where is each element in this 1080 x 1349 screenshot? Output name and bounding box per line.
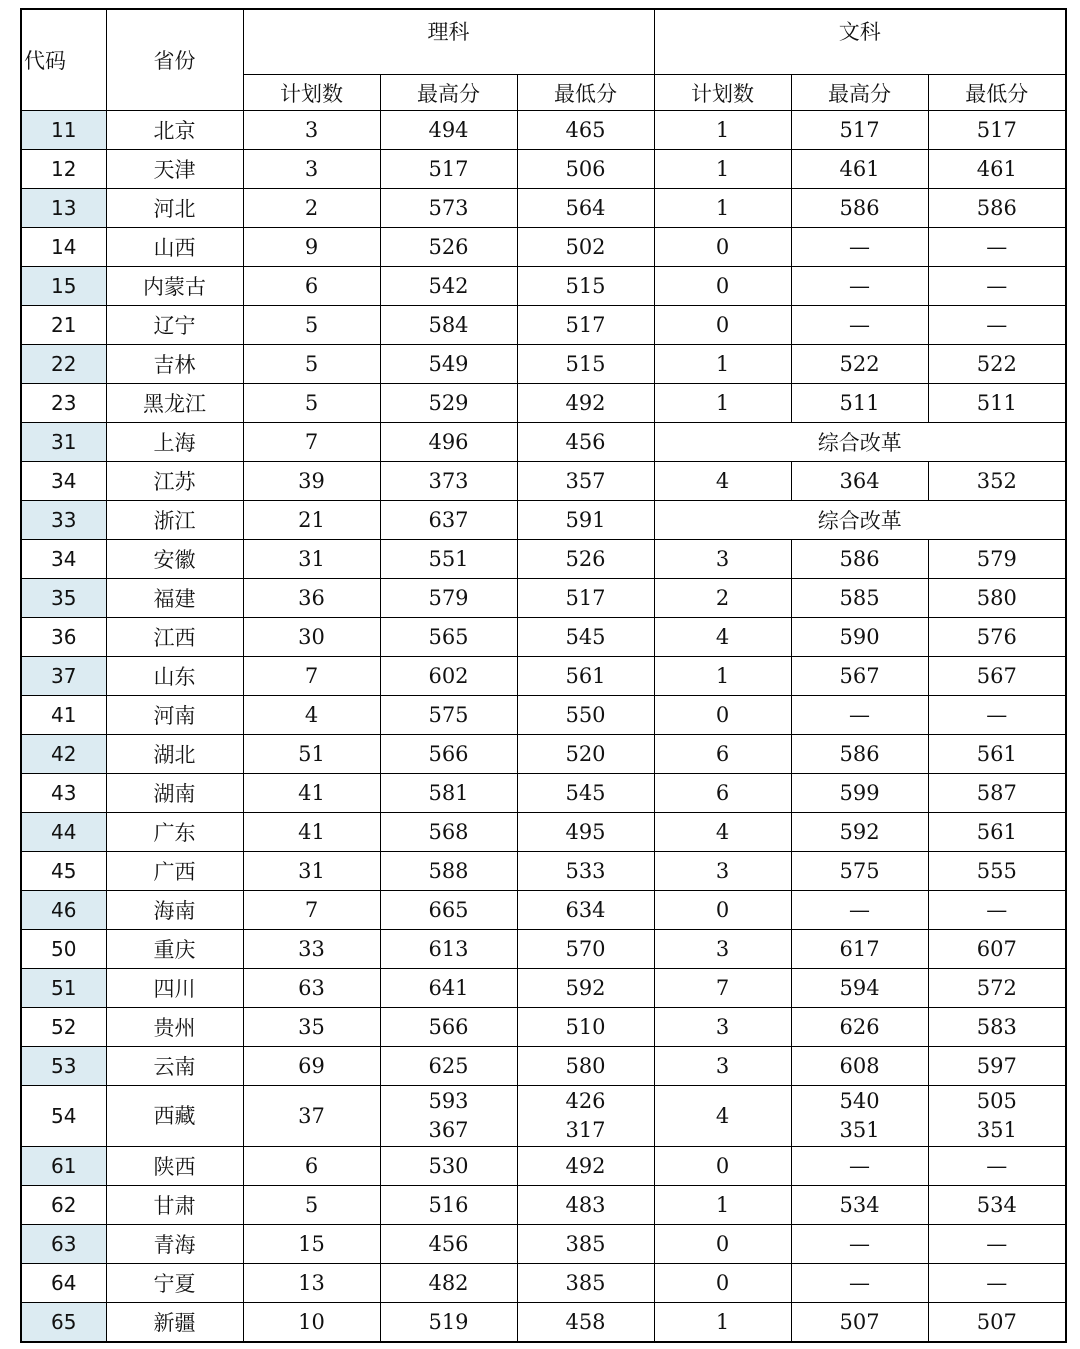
science-plan: 13 <box>243 1264 380 1303</box>
province-code: 62 <box>21 1186 106 1225</box>
science-plan: 41 <box>243 774 380 813</box>
science-max: 568 <box>380 813 517 852</box>
arts-plan: 4 <box>654 462 791 501</box>
province-code: 36 <box>21 618 106 657</box>
science-max: 637 <box>380 501 517 540</box>
table-row <box>21 540 1066 579</box>
province-name: 湖北 <box>106 735 243 774</box>
arts-min: 511 <box>928 384 1066 423</box>
arts-max: 617 <box>791 930 928 969</box>
science-plan: 69 <box>243 1047 380 1086</box>
science-plan: 37 <box>243 1086 380 1147</box>
arts-plan: 6 <box>654 735 791 774</box>
arts-max: 594 <box>791 969 928 1008</box>
arts-max: 364 <box>791 462 928 501</box>
arts-plan: 1 <box>654 1303 791 1343</box>
table-row <box>21 813 1066 852</box>
arts-min: 572 <box>928 969 1066 1008</box>
province-code: 14 <box>21 228 106 267</box>
science-max: 526 <box>380 228 517 267</box>
science-plan: 7 <box>243 891 380 930</box>
arts-plan: 0 <box>654 891 791 930</box>
header-science-min: 最低分 <box>517 75 654 111</box>
table-row <box>21 1225 1066 1264</box>
arts-max: 522 <box>791 345 928 384</box>
province-name: 青海 <box>106 1225 243 1264</box>
province-code: 54 <box>21 1086 106 1147</box>
science-max: 584 <box>380 306 517 345</box>
science-min: 561 <box>517 657 654 696</box>
science-plan: 41 <box>243 813 380 852</box>
arts-min: 587 <box>928 774 1066 813</box>
arts-note: 综合改革 <box>654 501 1066 540</box>
arts-min: — <box>928 1225 1066 1264</box>
arts-min: 580 <box>928 579 1066 618</box>
science-plan: 31 <box>243 540 380 579</box>
arts-min: 517 <box>928 111 1066 150</box>
science-min: 357 <box>517 462 654 501</box>
province-name: 北京 <box>106 111 243 150</box>
arts-plan: 3 <box>654 1008 791 1047</box>
province-name: 宁夏 <box>106 1264 243 1303</box>
science-min: 506 <box>517 150 654 189</box>
province-name: 广东 <box>106 813 243 852</box>
arts-min: 597 <box>928 1047 1066 1086</box>
province-code: 13 <box>21 189 106 228</box>
province-name: 湖南 <box>106 774 243 813</box>
province-code: 51 <box>21 969 106 1008</box>
science-min <box>517 1086 654 1147</box>
header-arts-min: 最低分 <box>928 75 1066 111</box>
province-name: 新疆 <box>106 1303 243 1343</box>
arts-plan: 0 <box>654 228 791 267</box>
arts-plan: 7 <box>654 969 791 1008</box>
table-row <box>21 111 1066 150</box>
arts-min: — <box>928 1264 1066 1303</box>
science-max: 665 <box>380 891 517 930</box>
province-code: 31 <box>21 423 106 462</box>
arts-min: 607 <box>928 930 1066 969</box>
science-plan: 6 <box>243 1147 380 1186</box>
arts-plan: 3 <box>654 540 791 579</box>
table-row <box>21 384 1066 423</box>
arts-plan: 3 <box>654 930 791 969</box>
arts-min: 352 <box>928 462 1066 501</box>
science-plan: 7 <box>243 657 380 696</box>
arts-plan: 3 <box>654 1047 791 1086</box>
header-arts-max: 最高分 <box>791 75 928 111</box>
province-code: 22 <box>21 345 106 384</box>
arts-min-line: 351 <box>976 1118 1017 1142</box>
header-province: 省份 <box>106 9 243 111</box>
province-name: 吉林 <box>106 345 243 384</box>
province-code: 21 <box>21 306 106 345</box>
table-row <box>21 969 1066 1008</box>
science-max: 517 <box>380 150 517 189</box>
arts-note: 综合改革 <box>654 423 1066 462</box>
province-code: 23 <box>21 384 106 423</box>
science-min: 533 <box>517 852 654 891</box>
science-min: 570 <box>517 930 654 969</box>
arts-plan: 0 <box>654 1147 791 1186</box>
science-min: 564 <box>517 189 654 228</box>
science-min: 465 <box>517 111 654 150</box>
province-code: 11 <box>21 111 106 150</box>
arts-min-line: 505 <box>976 1089 1017 1113</box>
science-min: 550 <box>517 696 654 735</box>
province-name: 天津 <box>106 150 243 189</box>
science-min: 520 <box>517 735 654 774</box>
arts-min: — <box>928 891 1066 930</box>
science-max: 602 <box>380 657 517 696</box>
arts-max: 626 <box>791 1008 928 1047</box>
science-min: 385 <box>517 1225 654 1264</box>
province-code: 45 <box>21 852 106 891</box>
science-min: 517 <box>517 306 654 345</box>
arts-max: 585 <box>791 579 928 618</box>
arts-min: — <box>928 1147 1066 1186</box>
arts-max: 586 <box>791 735 928 774</box>
science-plan: 35 <box>243 1008 380 1047</box>
science-min-line: 426 <box>565 1089 606 1113</box>
arts-max: — <box>791 228 928 267</box>
science-max <box>380 1086 517 1147</box>
arts-max: 567 <box>791 657 928 696</box>
science-max: 549 <box>380 345 517 384</box>
table-row <box>21 267 1066 306</box>
science-max: 566 <box>380 1008 517 1047</box>
province-code: 53 <box>21 1047 106 1086</box>
science-max: 573 <box>380 189 517 228</box>
science-max: 496 <box>380 423 517 462</box>
table-row <box>21 423 1066 462</box>
province-code: 46 <box>21 891 106 930</box>
science-min: 456 <box>517 423 654 462</box>
province-name: 浙江 <box>106 501 243 540</box>
science-min: 495 <box>517 813 654 852</box>
province-name: 江苏 <box>106 462 243 501</box>
table-row <box>21 579 1066 618</box>
table-row <box>21 1008 1066 1047</box>
arts-max: 507 <box>791 1303 928 1343</box>
arts-plan: 4 <box>654 1086 791 1147</box>
table-row <box>21 696 1066 735</box>
arts-plan: 0 <box>654 267 791 306</box>
science-plan: 21 <box>243 501 380 540</box>
science-plan: 10 <box>243 1303 380 1343</box>
province-code: 50 <box>21 930 106 969</box>
province-code: 64 <box>21 1264 106 1303</box>
province-code: 37 <box>21 657 106 696</box>
science-plan: 5 <box>243 384 380 423</box>
science-max: 519 <box>380 1303 517 1343</box>
arts-plan: 0 <box>654 1264 791 1303</box>
table-row <box>21 1303 1066 1343</box>
arts-min: 507 <box>928 1303 1066 1343</box>
arts-plan: 2 <box>654 579 791 618</box>
science-max: 456 <box>380 1225 517 1264</box>
arts-max <box>791 1086 928 1147</box>
arts-max: 517 <box>791 111 928 150</box>
science-max: 551 <box>380 540 517 579</box>
arts-min: — <box>928 696 1066 735</box>
arts-plan: 1 <box>654 657 791 696</box>
table-row <box>21 462 1066 501</box>
table-row <box>21 618 1066 657</box>
arts-max: 590 <box>791 618 928 657</box>
table-body <box>21 111 1066 1343</box>
arts-max: — <box>791 891 928 930</box>
arts-max: — <box>791 267 928 306</box>
province-code: 52 <box>21 1008 106 1047</box>
arts-max-line: 351 <box>839 1118 880 1142</box>
province-name: 广西 <box>106 852 243 891</box>
table-row <box>21 501 1066 540</box>
table-row <box>21 306 1066 345</box>
table-row <box>21 345 1066 384</box>
province-name: 甘肃 <box>106 1186 243 1225</box>
province-name: 重庆 <box>106 930 243 969</box>
province-name: 黑龙江 <box>106 384 243 423</box>
table-row <box>21 1264 1066 1303</box>
header-science-max: 最高分 <box>380 75 517 111</box>
science-min: 526 <box>517 540 654 579</box>
science-plan: 7 <box>243 423 380 462</box>
table-row <box>21 930 1066 969</box>
province-name: 内蒙古 <box>106 267 243 306</box>
science-plan: 33 <box>243 930 380 969</box>
arts-min: — <box>928 228 1066 267</box>
science-max: 516 <box>380 1186 517 1225</box>
arts-min <box>928 1086 1066 1147</box>
table-row <box>21 1086 1066 1147</box>
arts-max: 511 <box>791 384 928 423</box>
arts-min: 555 <box>928 852 1066 891</box>
science-max: 542 <box>380 267 517 306</box>
science-max: 565 <box>380 618 517 657</box>
science-max: 579 <box>380 579 517 618</box>
science-min: 591 <box>517 501 654 540</box>
science-plan: 6 <box>243 267 380 306</box>
province-code: 34 <box>21 462 106 501</box>
arts-max: 534 <box>791 1186 928 1225</box>
arts-max: 461 <box>791 150 928 189</box>
province-name: 海南 <box>106 891 243 930</box>
province-name: 福建 <box>106 579 243 618</box>
province-code: 61 <box>21 1147 106 1186</box>
province-name: 河北 <box>106 189 243 228</box>
province-name: 陕西 <box>106 1147 243 1186</box>
province-code: 43 <box>21 774 106 813</box>
province-name: 贵州 <box>106 1008 243 1047</box>
province-name: 安徽 <box>106 540 243 579</box>
arts-max: — <box>791 1147 928 1186</box>
province-code: 42 <box>21 735 106 774</box>
province-name: 辽宁 <box>106 306 243 345</box>
arts-plan: 1 <box>654 111 791 150</box>
science-max: 494 <box>380 111 517 150</box>
arts-max: — <box>791 306 928 345</box>
arts-min: — <box>928 267 1066 306</box>
science-max: 641 <box>380 969 517 1008</box>
table-row <box>21 1047 1066 1086</box>
science-min: 510 <box>517 1008 654 1047</box>
science-max: 373 <box>380 462 517 501</box>
table-row <box>21 735 1066 774</box>
arts-plan: 0 <box>654 1225 791 1264</box>
arts-max: — <box>791 696 928 735</box>
arts-min: — <box>928 306 1066 345</box>
arts-plan: 1 <box>654 345 791 384</box>
province-code: 41 <box>21 696 106 735</box>
arts-max: 599 <box>791 774 928 813</box>
table-row <box>21 852 1066 891</box>
table-row <box>21 657 1066 696</box>
arts-max: 608 <box>791 1047 928 1086</box>
science-plan: 2 <box>243 189 380 228</box>
province-name: 山西 <box>106 228 243 267</box>
header-code: 代码 <box>21 9 106 111</box>
science-plan: 15 <box>243 1225 380 1264</box>
arts-min: 534 <box>928 1186 1066 1225</box>
arts-max: 586 <box>791 189 928 228</box>
arts-min: 586 <box>928 189 1066 228</box>
science-plan: 3 <box>243 150 380 189</box>
province-name: 四川 <box>106 969 243 1008</box>
arts-max: 592 <box>791 813 928 852</box>
science-max: 530 <box>380 1147 517 1186</box>
science-min: 634 <box>517 891 654 930</box>
arts-plan: 3 <box>654 852 791 891</box>
science-plan: 9 <box>243 228 380 267</box>
table-row <box>21 1186 1066 1225</box>
arts-plan: 4 <box>654 813 791 852</box>
province-code: 65 <box>21 1303 106 1343</box>
table-row <box>21 891 1066 930</box>
arts-max: — <box>791 1264 928 1303</box>
science-min: 492 <box>517 384 654 423</box>
province-code: 34 <box>21 540 106 579</box>
science-max: 566 <box>380 735 517 774</box>
arts-max-line: 540 <box>839 1089 880 1113</box>
province-code: 35 <box>21 579 106 618</box>
admission-score-table <box>20 8 1067 1343</box>
province-name: 河南 <box>106 696 243 735</box>
science-max: 581 <box>380 774 517 813</box>
arts-plan: 1 <box>654 189 791 228</box>
science-min: 515 <box>517 345 654 384</box>
science-plan: 5 <box>243 306 380 345</box>
header-science-plan: 计划数 <box>243 75 380 111</box>
arts-max: 575 <box>791 852 928 891</box>
province-code: 15 <box>21 267 106 306</box>
table-row <box>21 189 1066 228</box>
province-code: 44 <box>21 813 106 852</box>
science-max: 529 <box>380 384 517 423</box>
science-plan: 4 <box>243 696 380 735</box>
science-max-line: 367 <box>428 1118 469 1142</box>
province-name: 上海 <box>106 423 243 462</box>
science-min: 483 <box>517 1186 654 1225</box>
science-min: 515 <box>517 267 654 306</box>
province-name: 西藏 <box>106 1086 243 1147</box>
arts-plan: 0 <box>654 306 791 345</box>
science-min: 517 <box>517 579 654 618</box>
header-science: 理科 <box>243 9 654 75</box>
table-row <box>21 228 1066 267</box>
province-name: 山东 <box>106 657 243 696</box>
table-row <box>21 1147 1066 1186</box>
table-row <box>21 774 1066 813</box>
arts-min: 579 <box>928 540 1066 579</box>
header-arts-plan: 计划数 <box>654 75 791 111</box>
arts-max: — <box>791 1225 928 1264</box>
arts-min: 522 <box>928 345 1066 384</box>
arts-plan: 1 <box>654 384 791 423</box>
province-code: 63 <box>21 1225 106 1264</box>
science-min: 592 <box>517 969 654 1008</box>
province-name: 云南 <box>106 1047 243 1086</box>
science-max: 613 <box>380 930 517 969</box>
province-name: 江西 <box>106 618 243 657</box>
science-plan: 5 <box>243 1186 380 1225</box>
science-min: 580 <box>517 1047 654 1086</box>
science-min-line: 317 <box>565 1118 606 1142</box>
arts-plan: 0 <box>654 696 791 735</box>
science-plan: 30 <box>243 618 380 657</box>
arts-min: 561 <box>928 735 1066 774</box>
science-plan: 51 <box>243 735 380 774</box>
science-plan: 5 <box>243 345 380 384</box>
arts-min: 461 <box>928 150 1066 189</box>
arts-min: 567 <box>928 657 1066 696</box>
province-code: 12 <box>21 150 106 189</box>
science-min: 492 <box>517 1147 654 1186</box>
science-min: 502 <box>517 228 654 267</box>
arts-min: 576 <box>928 618 1066 657</box>
science-plan: 36 <box>243 579 380 618</box>
science-max: 625 <box>380 1047 517 1086</box>
science-max: 588 <box>380 852 517 891</box>
science-min: 385 <box>517 1264 654 1303</box>
arts-min: 583 <box>928 1008 1066 1047</box>
header-arts: 文科 <box>654 9 1066 75</box>
province-code: 33 <box>21 501 106 540</box>
table-row <box>21 150 1066 189</box>
science-min: 545 <box>517 618 654 657</box>
science-min: 545 <box>517 774 654 813</box>
arts-plan: 1 <box>654 1186 791 1225</box>
science-plan: 31 <box>243 852 380 891</box>
science-max-line: 593 <box>428 1089 469 1113</box>
arts-plan: 1 <box>654 150 791 189</box>
arts-plan: 4 <box>654 618 791 657</box>
science-plan: 3 <box>243 111 380 150</box>
science-max: 482 <box>380 1264 517 1303</box>
arts-plan: 6 <box>654 774 791 813</box>
arts-max: 586 <box>791 540 928 579</box>
science-plan: 63 <box>243 969 380 1008</box>
arts-min: 561 <box>928 813 1066 852</box>
science-max: 575 <box>380 696 517 735</box>
science-min: 458 <box>517 1303 654 1343</box>
science-plan: 39 <box>243 462 380 501</box>
